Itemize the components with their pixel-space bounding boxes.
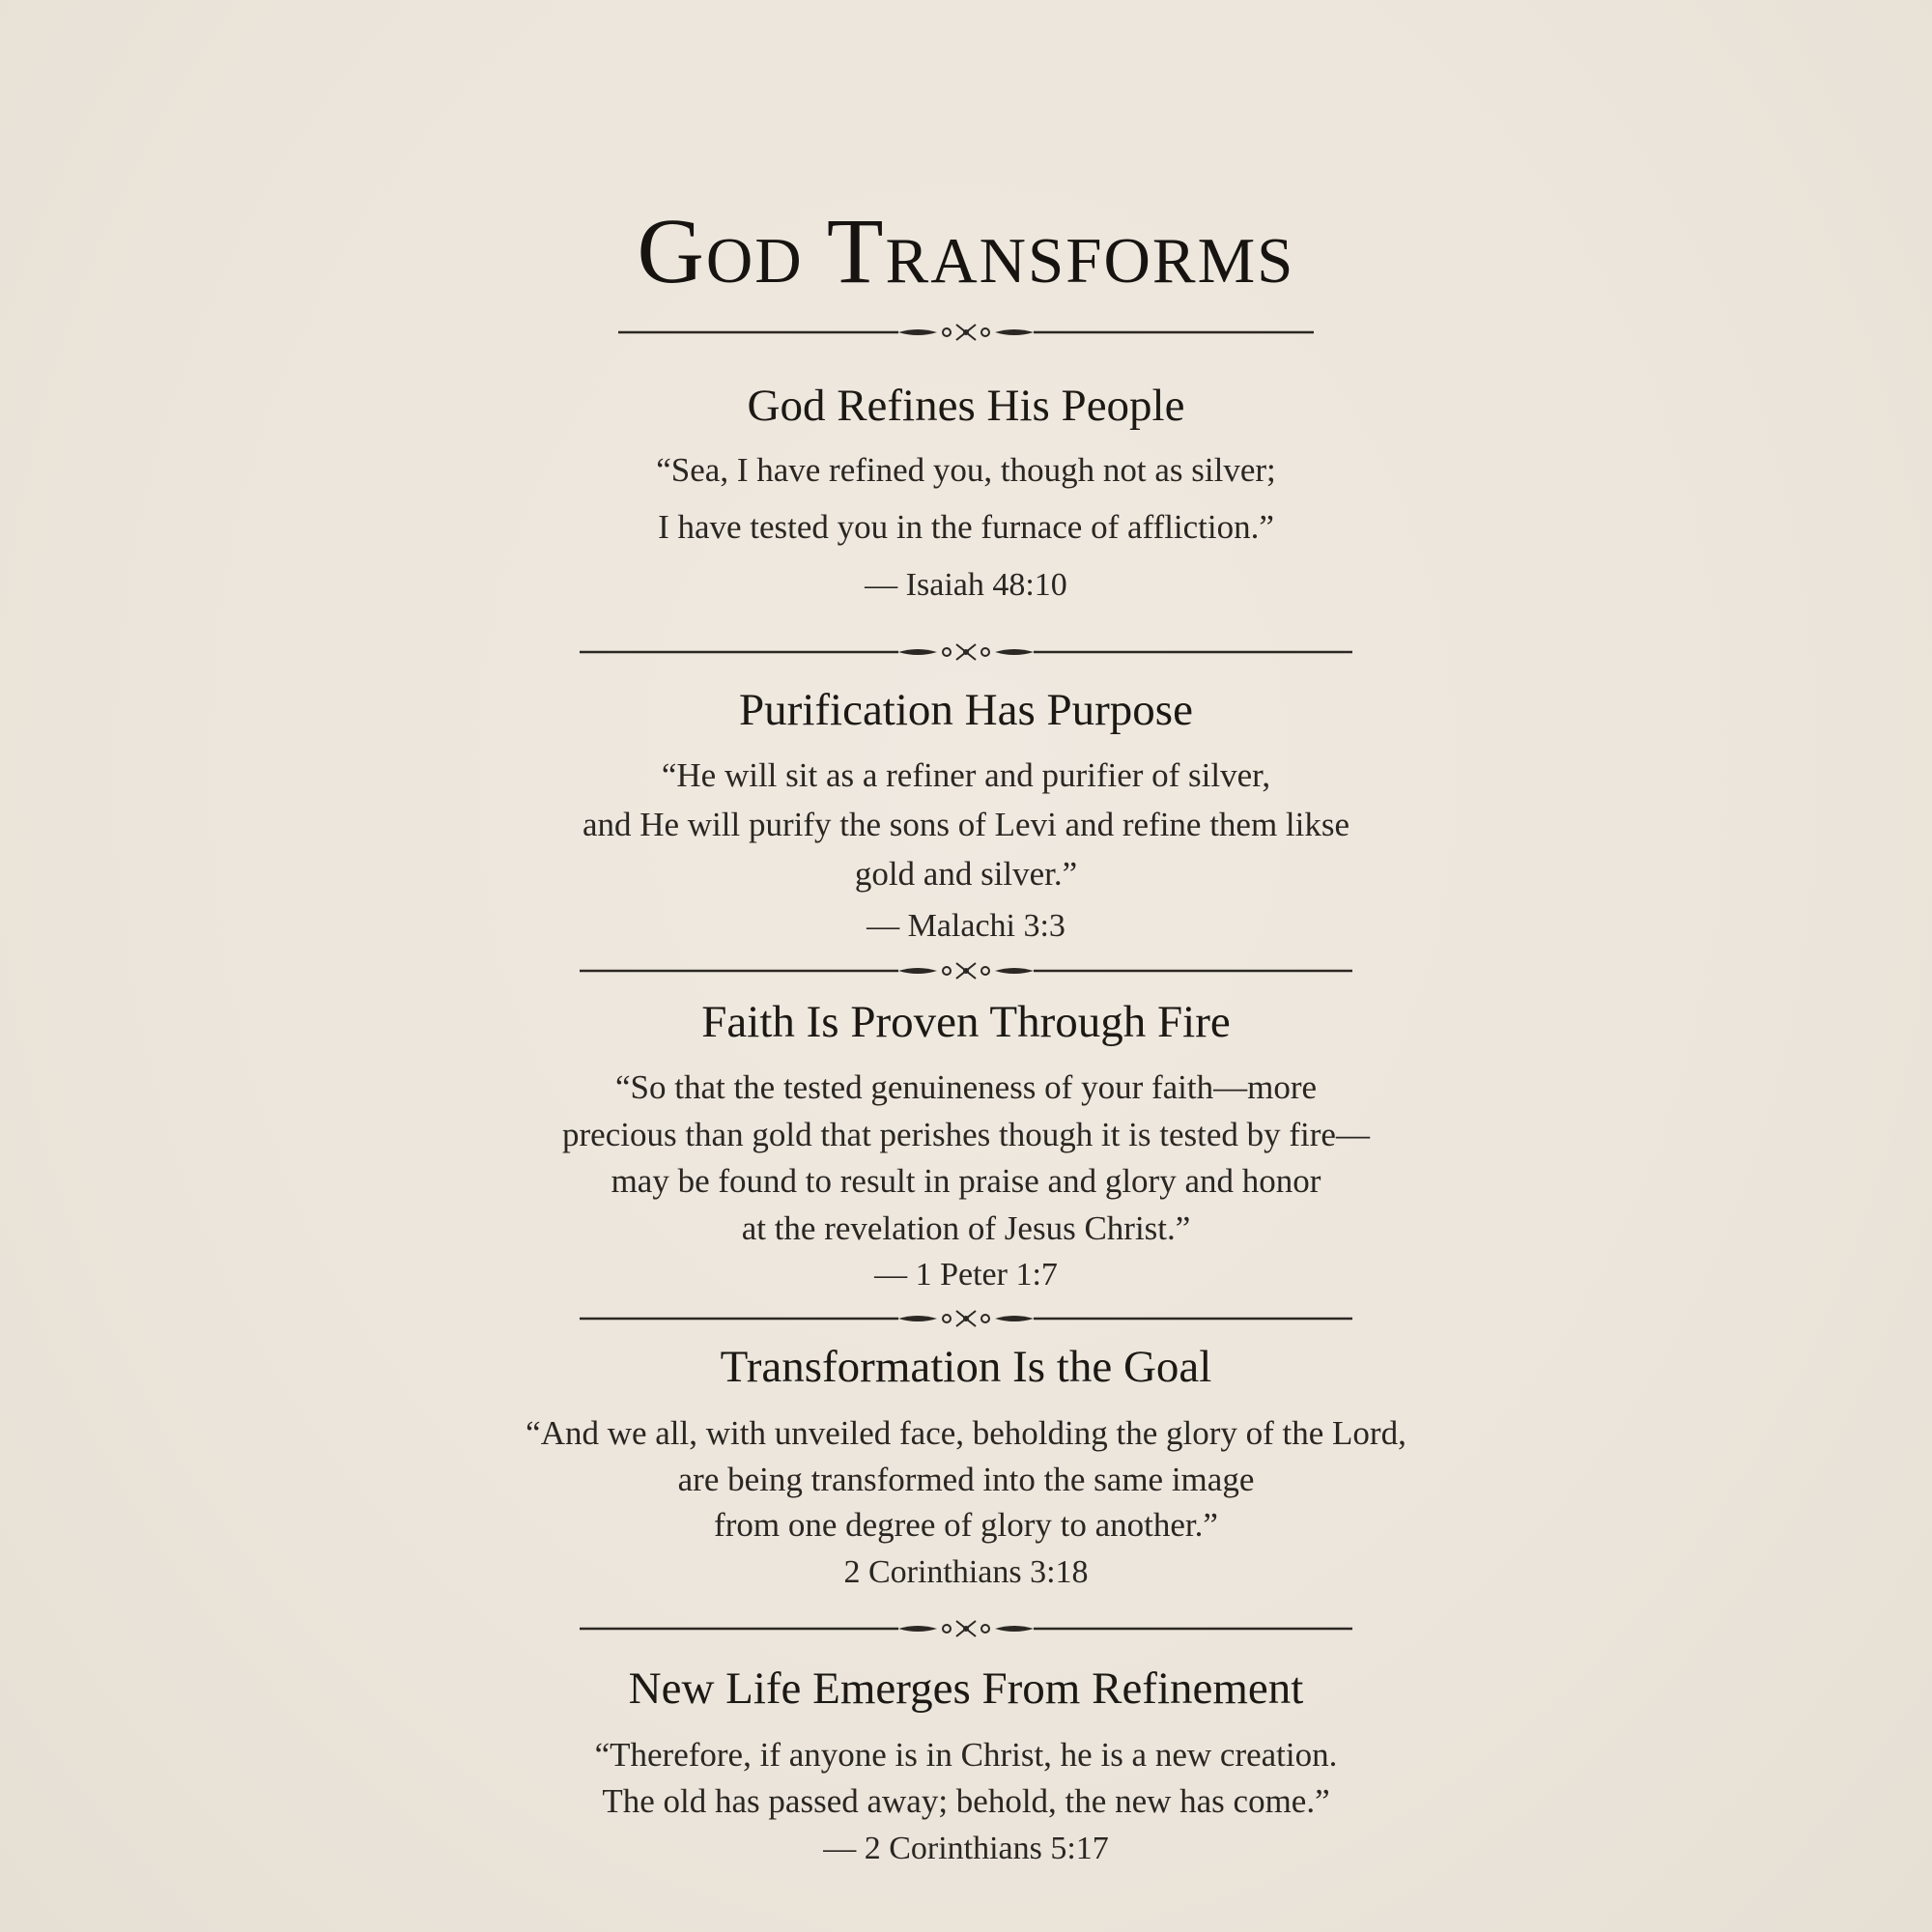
verse-line: The old has passed away; behold, the new has come.” xyxy=(602,1782,1330,1820)
section-heading: Purification Has Purpose xyxy=(739,685,1193,735)
verse-line: are being transformed into the same image xyxy=(677,1461,1255,1498)
divider-flourish-icon xyxy=(618,321,1314,344)
divider-flourish-icon xyxy=(580,1307,1352,1330)
verse-line: may be found to result in praise and glory and honor xyxy=(611,1162,1321,1200)
verse-line: “So that the tested genuineness of your faith—more xyxy=(614,1068,1318,1106)
section-heading: God Refines His People xyxy=(747,381,1185,431)
verse-line: from one degree of glory to another.” xyxy=(714,1506,1218,1544)
divider-flourish-icon xyxy=(580,640,1352,664)
verse-line: “Sea, I have refined you, though not as silver; xyxy=(656,451,1276,489)
verse-line: and He will purify the sons of Levi and refine them likse xyxy=(582,806,1350,843)
verse-reference: 2 Corinthians 3:18 xyxy=(843,1554,1089,1590)
ornamental-divider xyxy=(0,1307,1932,1330)
divider-flourish-icon xyxy=(580,1617,1352,1640)
verse-line: precious than gold that perishes though it is tested by fire— xyxy=(562,1116,1370,1153)
verse-line: at the revelation of Jesus Christ.” xyxy=(741,1209,1191,1247)
verse-reference: — Malachi 3:3 xyxy=(867,908,1065,944)
verse-line: gold and silver.” xyxy=(854,855,1078,893)
verse-reference: — Isaiah 48:10 xyxy=(865,567,1067,603)
divider-flourish-icon xyxy=(580,959,1352,982)
verse-line: I have tested you in the furnace of affliction.” xyxy=(658,508,1274,546)
ornamental-divider xyxy=(0,959,1932,982)
verse-line: “Therefore, if anyone is in Christ, he is a new creation. xyxy=(594,1736,1338,1774)
verse-reference: — 2 Corinthians 5:17 xyxy=(823,1831,1109,1866)
section-heading: Faith Is Proven Through Fire xyxy=(701,997,1231,1047)
verse-line: “And we all, with unveiled face, beholding the glory of the Lord, xyxy=(526,1414,1406,1452)
section-heading: New Life Emerges From Refinement xyxy=(628,1663,1304,1714)
verse-line: “He will sit as a refiner and purifier of silver, xyxy=(661,756,1271,794)
verse-reference: — 1 Peter 1:7 xyxy=(874,1257,1058,1293)
section-heading: Transformation Is the Goal xyxy=(720,1342,1212,1392)
ornamental-divider xyxy=(0,1617,1932,1640)
ornamental-divider xyxy=(0,640,1932,664)
ornamental-divider xyxy=(0,321,1932,344)
page-title: God Transforms xyxy=(637,199,1295,302)
